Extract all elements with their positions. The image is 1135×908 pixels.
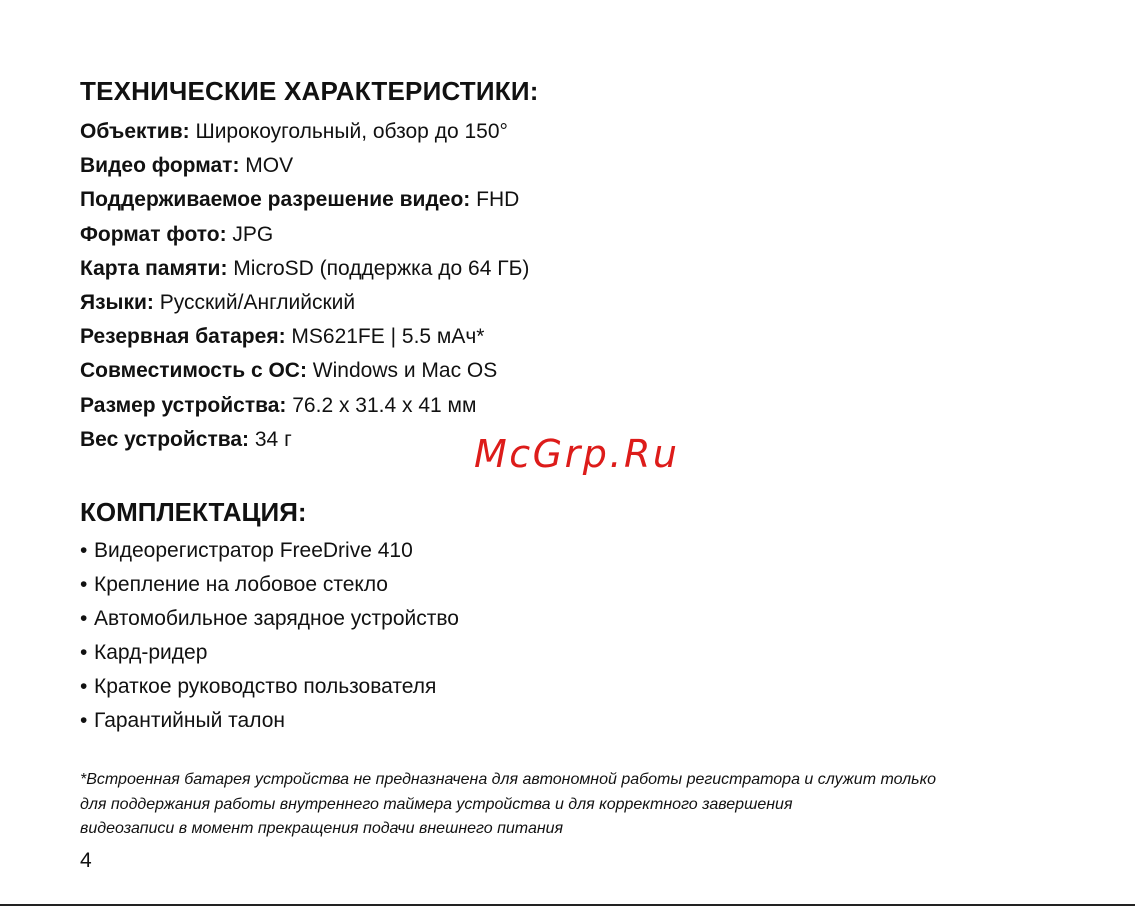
footnote-line: для поддержания работы внутреннего таймера устройства и для корректного завершения [80,795,793,813]
battery-footnote [80,768,1060,842]
kit-item [80,537,459,571]
kit-item [80,673,459,707]
spec-value: MicroSD (поддержка до 64 ГБ) [227,256,530,280]
spec-key: Размер устройства: [80,393,287,417]
spec-key: Поддерживаемое разрешение видео: [80,188,471,212]
bullet-icon: • [80,573,88,596]
watermark-text: McGrp.Ru [474,432,680,476]
spec-row [80,357,529,391]
spec-key: Языки: [80,290,154,314]
bullet-icon: • [80,539,88,562]
bullet-icon: • [80,675,88,698]
spec-value: JPG [226,222,274,246]
kit-item [80,707,459,741]
kit-item-label: Автомобильное зарядное устройство [94,607,459,630]
spec-key: Вес устройства: [80,427,250,451]
spec-key: Видео формат: [80,154,240,178]
spec-key: Совместимость с ОС: [80,359,307,383]
spec-row [80,118,529,152]
spec-row [80,426,529,460]
spec-value: MS621FE | 5.5 мАч* [285,325,485,349]
spec-row [80,323,529,357]
spec-value: FHD [470,188,520,212]
bullet-icon: • [80,709,88,732]
spec-value: 76.2 х 31.4 х 41 мм [286,393,477,417]
spec-row [80,392,529,426]
kit-item [80,605,459,639]
bullet-icon: • [80,641,88,664]
spec-key: Карта памяти: [80,256,228,280]
kit-item [80,639,459,673]
bottom-divider [0,904,1135,906]
spec-row [80,221,529,255]
spec-row [80,289,529,323]
spec-value: Широкоугольный, обзор до 150° [189,120,508,143]
footnote-line: *Встроенная батарея устройства не предназначена для автономной работы регистратора и служит только [80,771,937,788]
spec-row [80,152,529,186]
footnote-line: видеозаписи в момент прекращения подачи внешнего питания [80,820,564,837]
spec-row [80,186,529,220]
spec-value: MOV [239,154,294,178]
spec-key: Формат фото: [80,222,227,246]
spec-key: Объектив: [80,120,190,143]
spec-value: Windows и Mac OS [306,359,498,383]
kit-heading: КОМПЛЕКТАЦИЯ: [80,497,307,527]
kit-item-label: Крепление на лобовое стекло [94,573,388,596]
kit-item-label: Видеорегистратор FreeDrive 410 [94,539,413,562]
kit-item-label: Краткое руководство пользователя [94,675,437,698]
kit-item-label: Гарантийный талон [94,709,285,732]
page-number: 4 [80,849,92,872]
specs-list [80,118,529,460]
kit-item-label: Кард-ридер [94,641,208,664]
bullet-icon: • [80,607,88,630]
specs-heading: ТЕХНИЧЕСКИЕ ХАРАКТЕРИСТИКИ: [80,76,539,106]
kit-list [80,537,459,741]
spec-value: 34 г [249,427,292,451]
spec-key: Резервная батарея: [80,325,286,349]
spec-value: Русский/Английский [153,290,356,314]
kit-item [80,571,459,605]
spec-row [80,255,529,289]
